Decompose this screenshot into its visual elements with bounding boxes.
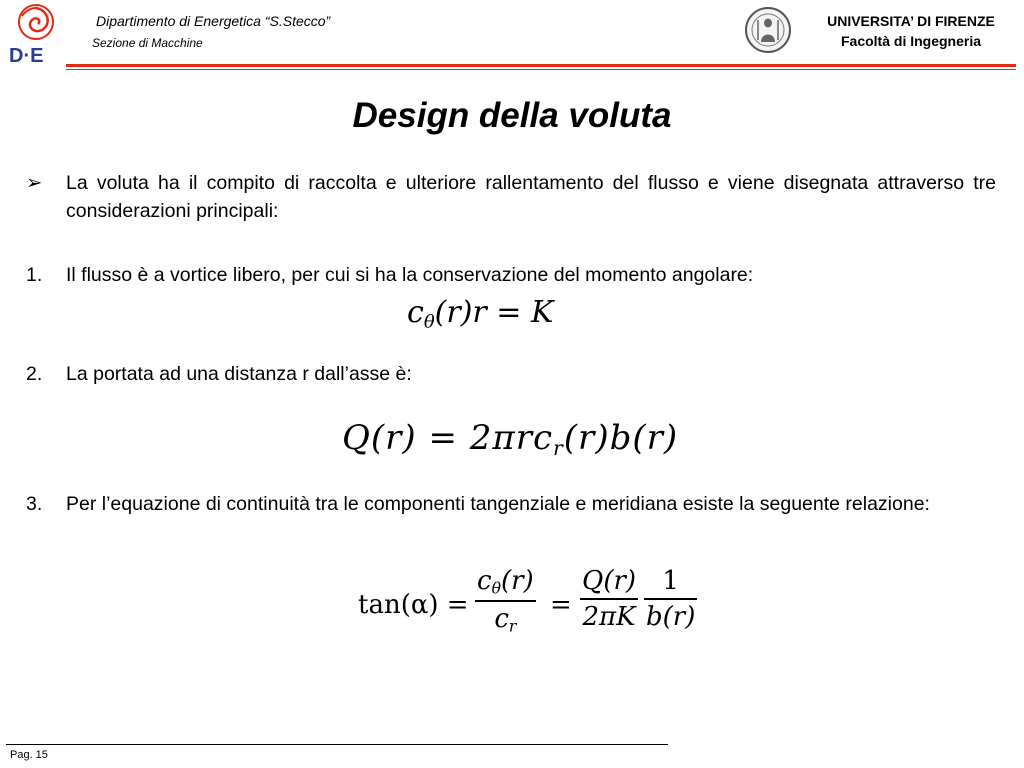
faculty-name: Facoltà di Ingegneria (840, 33, 982, 49)
department-section: Sezione di Macchine (92, 36, 203, 50)
swirl-icon (19, 5, 53, 39)
page-number: Pag. 15 (10, 749, 48, 761)
list-number: 3. (26, 493, 43, 515)
fraction: Q(r) 2πK (582, 566, 637, 632)
list-item: Il flusso è a vortice libero, per cui si ha la conservazione del momento angolare: (66, 264, 754, 286)
fraction: $c_\theta(r)$ $c_r$ (477, 566, 534, 636)
slide-title: Design della voluta (352, 96, 672, 135)
list-number: 2. (26, 363, 43, 385)
formula-lhs: tan(α) = (358, 590, 469, 620)
formula-tangent-relation: tan(α) = $c_\theta(r)$ $c_r$ = Q(r) 2πK 1 b(r) (358, 566, 696, 636)
formula-angular-momentum: $c_\theta(r)r = K$ (407, 295, 554, 333)
intro-paragraph: La voluta ha il compito di raccolta e ulteriore rallentamento del flusso e viene disegnata attraverso tre considerazioni principali: (66, 172, 996, 222)
university-name: UNIVERSITA’ DI FIRENZE (827, 13, 995, 29)
logo-text: D·E (9, 45, 44, 66)
seal-icon (744, 6, 792, 54)
footer-rule (6, 744, 668, 745)
department-logo (6, 2, 64, 66)
formula-flow-rate: Q(r) = 2πrc$_r$(r)b(r) (342, 418, 679, 461)
fraction: 1 b(r) (646, 566, 696, 632)
department-name: Dipartimento di Energetica “S.Stecco” (96, 13, 331, 29)
list-item: La portata ad una distanza r dall’asse è: (66, 363, 412, 385)
list-item: Per l’equazione di continuità tra le componenti tangenziale e meridiana esiste la seguente relazione: (66, 493, 930, 515)
header-rule (66, 64, 1016, 70)
bullet-arrow-icon: ➢ (26, 172, 43, 194)
university-seal (744, 6, 792, 54)
list-number: 1. (26, 264, 43, 286)
